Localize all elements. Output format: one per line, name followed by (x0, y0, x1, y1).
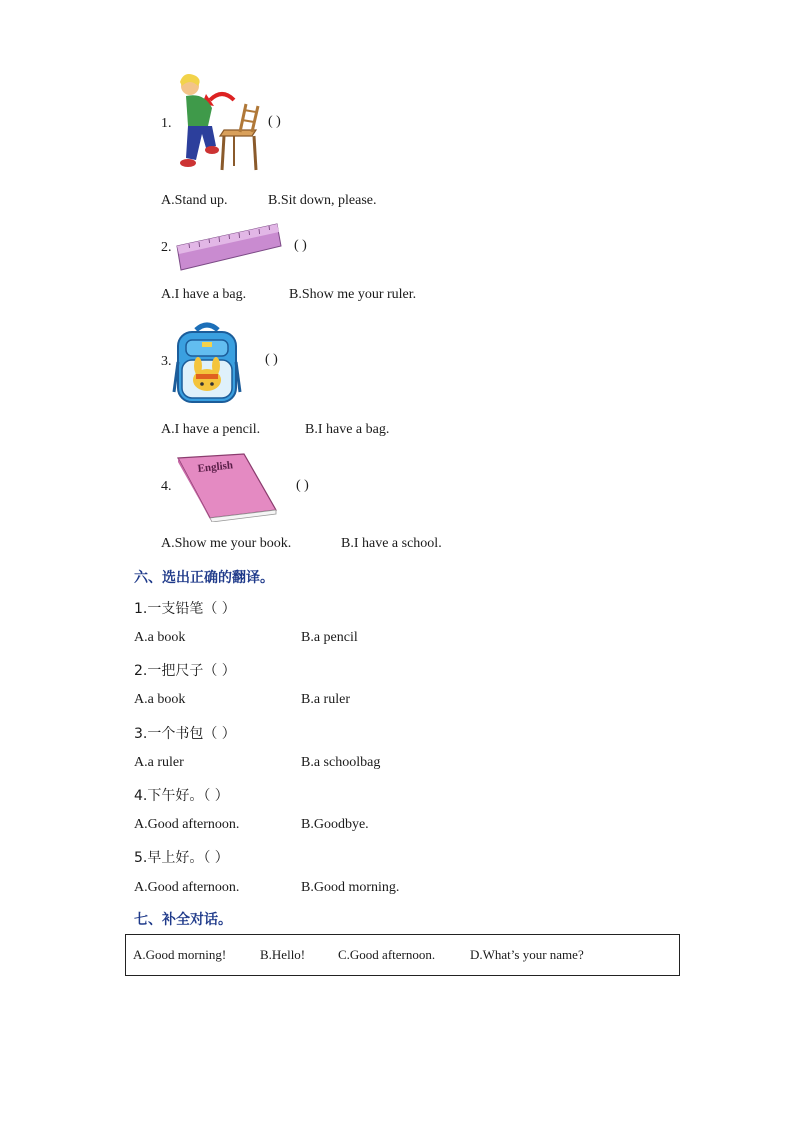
question-4-option-b: B.I have a school. (341, 536, 442, 551)
schoolbag-image (172, 322, 242, 404)
dialogue-choice-d: D.What’s your name? (470, 947, 584, 962)
section-7-heading: 七、补全对话。 (134, 912, 232, 928)
translation-question-5: 5.早上好。（ ） (134, 850, 229, 866)
dialogue-choice-b: B.Hello! (260, 947, 306, 962)
translation-5-option-a: A.Good afternoon. (134, 880, 240, 895)
translation-question-4: 4.下午好。（ ） (134, 788, 229, 804)
question-2-option-a: A.I have a bag. (161, 287, 247, 302)
translation-3-option-a: A.a ruler (134, 755, 184, 770)
translation-2-option-b: B.a ruler (301, 692, 350, 707)
translation-2-option-a: A.a book (134, 692, 186, 707)
dialogue-choices-box (125, 934, 680, 976)
question-1-answer-blank[interactable]: ( ) (268, 114, 281, 129)
question-2-number: 2. (161, 240, 172, 255)
question-2-option-b: B.Show me your ruler. (289, 287, 417, 302)
question-3-option-b: B.I have a bag. (305, 422, 390, 437)
translation-question-2: 2.一把尺子（ ） (134, 663, 236, 679)
section-6-heading: 六、选出正确的翻译。 (134, 570, 274, 586)
translation-1-option-a: A.a book (134, 630, 186, 645)
question-3-answer-blank[interactable]: ( ) (265, 352, 278, 367)
translation-3-option-b: B.a schoolbag (301, 755, 381, 770)
question-1-number: 1. (161, 116, 172, 131)
translation-5-option-b: B.Good morning. (301, 880, 400, 895)
question-3-option-a: A.I have a pencil. (161, 422, 261, 437)
boy-sitting-on-chair-image (176, 70, 262, 174)
translation-question-3: 3.一个书包（ ） (134, 726, 236, 742)
question-3-number: 3. (161, 354, 172, 369)
translation-4-option-b: B.Goodbye. (301, 817, 369, 832)
translation-question-1: 1.一支铅笔（ ） (134, 601, 236, 617)
question-2-answer-blank[interactable]: ( ) (294, 238, 307, 253)
dialogue-choice-a: A.Good morning! (133, 947, 227, 962)
question-1-option-a: A.Stand up. (161, 193, 228, 208)
english-book-image (174, 452, 278, 522)
translation-4-option-a: A.Good afternoon. (134, 817, 240, 832)
question-4-answer-blank[interactable]: ( ) (296, 478, 309, 493)
translation-1-option-b: B.a pencil (301, 630, 358, 645)
question-1-option-b: B.Sit down, please. (268, 193, 377, 208)
question-4-number: 4. (161, 479, 172, 494)
book-cover-title: English (197, 459, 234, 475)
ruler-image (175, 220, 283, 272)
question-4-option-a: A.Show me your book. (161, 536, 292, 551)
dialogue-choice-c: C.Good afternoon. (338, 947, 436, 962)
